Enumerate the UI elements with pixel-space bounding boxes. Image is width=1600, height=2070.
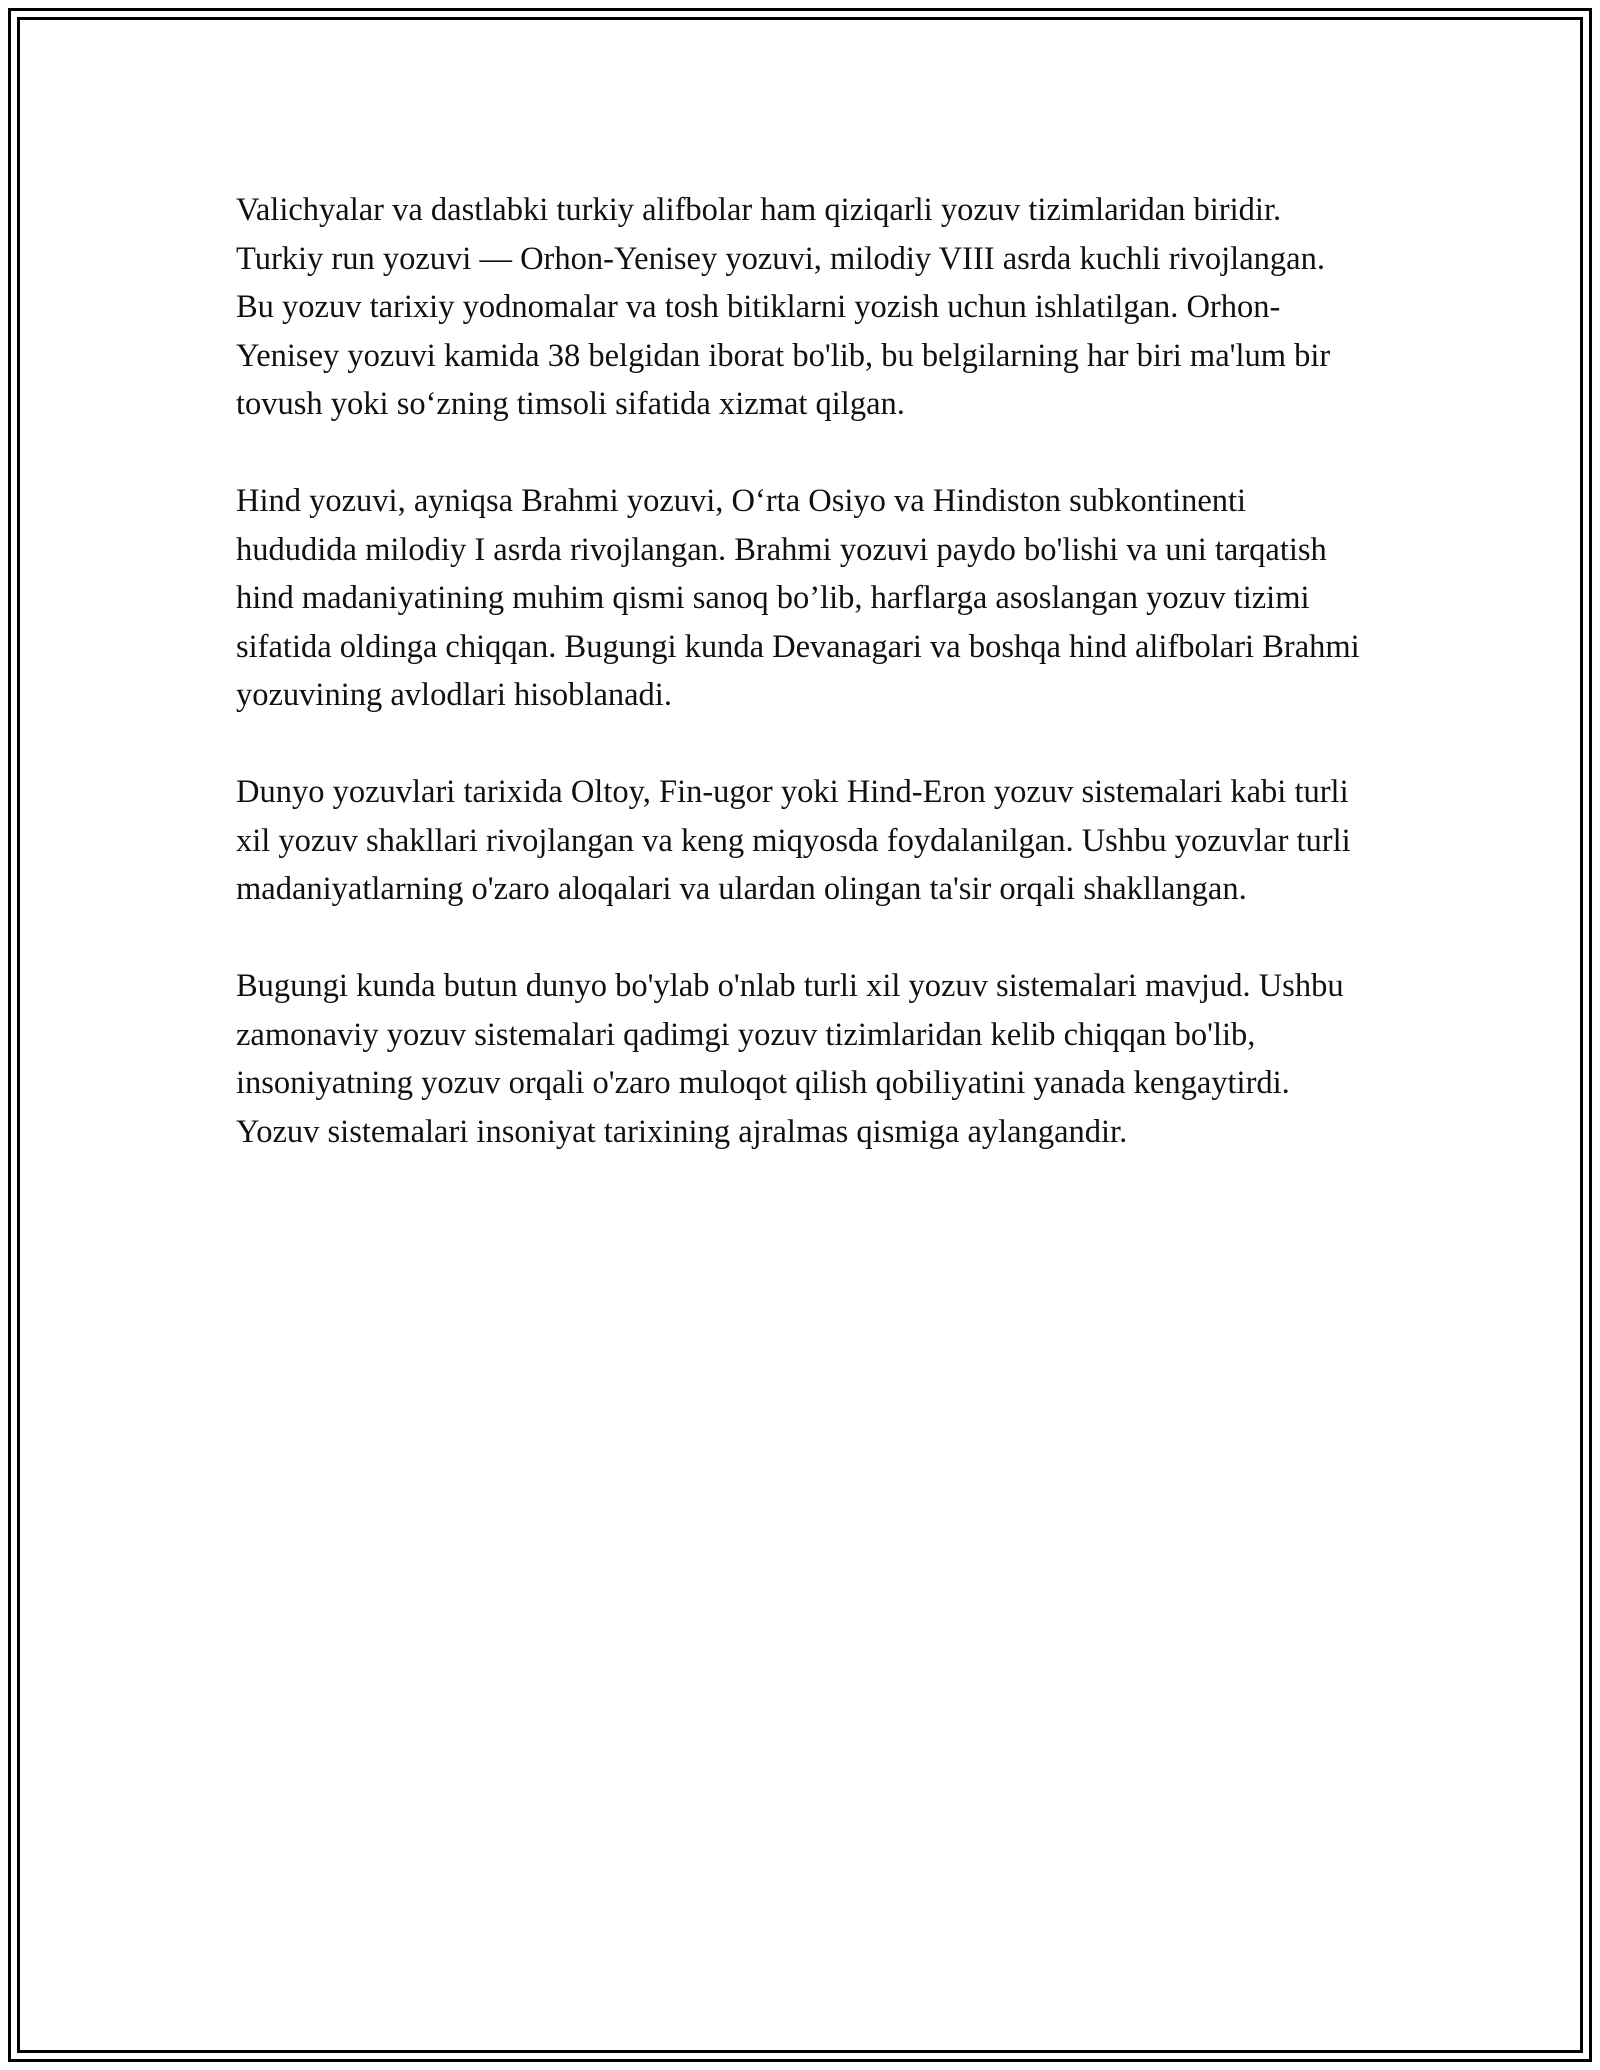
paragraph-turkic-runes: Valichyalar va dastlabki turkiy alifbolar ham qiziqarli yozuv tizimlaridan biridir. Turkiy run yozuvi — Orhon-Yenisey yozuvi, milodiy VIII asrda kuchli rivojlangan. Bu yozuv tarixiy yodnomalar va tosh bitiklarni yozish uchun ishlatilgan. Orhon-Yenisey yozuvi kamida 38 belgidan iborat bo'lib, bu belgilarning har biri ma'lum bir tovush yoki so‘zning timsoli sifatida xizmat qilgan. <box>236 192 1331 422</box>
document-body <box>236 186 1360 1205</box>
paragraph-modern-scripts: Bugungi kunda butun dunyo bo'ylab o'nlab turli xil yozuv sistemalari mavjud. Ushbu zamonaviy yozuv sistemalari qadimgi yozuv tizimlaridan kelib chiqqan bo'lib, insoniyatning yozuv orqali o'zaro muloqot qilish qobiliyatini yanada kengaytirdi. Yozuv sistemalari insoniyat tarixining ajralmas qismiga aylangandir. <box>236 968 1344 1150</box>
paragraph-brahmi-script: Hind yozuvi, ayniqsa Brahmi yozuvi, O‘rta Osiyo va Hindiston subkontinenti hududida milodiy I asrda rivojlangan. Brahmi yozuvi paydo bo'lishi va uni tarqatish hind madaniyatining muhim qismi sanoq bo’lib, harflarga asoslangan yozuv tizimi sifatida oldinga chiqqan. Bugungi kunda Devanagari va boshqa hind alifbolari Brahmi yozuvining avlodlari hisoblanadi. <box>236 483 1360 713</box>
paragraph-world-scripts: Dunyo yozuvlari tarixida Oltoy, Fin-ugor yoki Hind-Eron yozuv sistemalari kabi turli xil yozuv shakllari rivojlangan va keng miqyosda foydalanilgan. Ushbu yozuvlar turli madaniyatlarning o'zaro aloqalari va ulardan olingan ta'sir orqali shakllangan. <box>236 774 1351 907</box>
